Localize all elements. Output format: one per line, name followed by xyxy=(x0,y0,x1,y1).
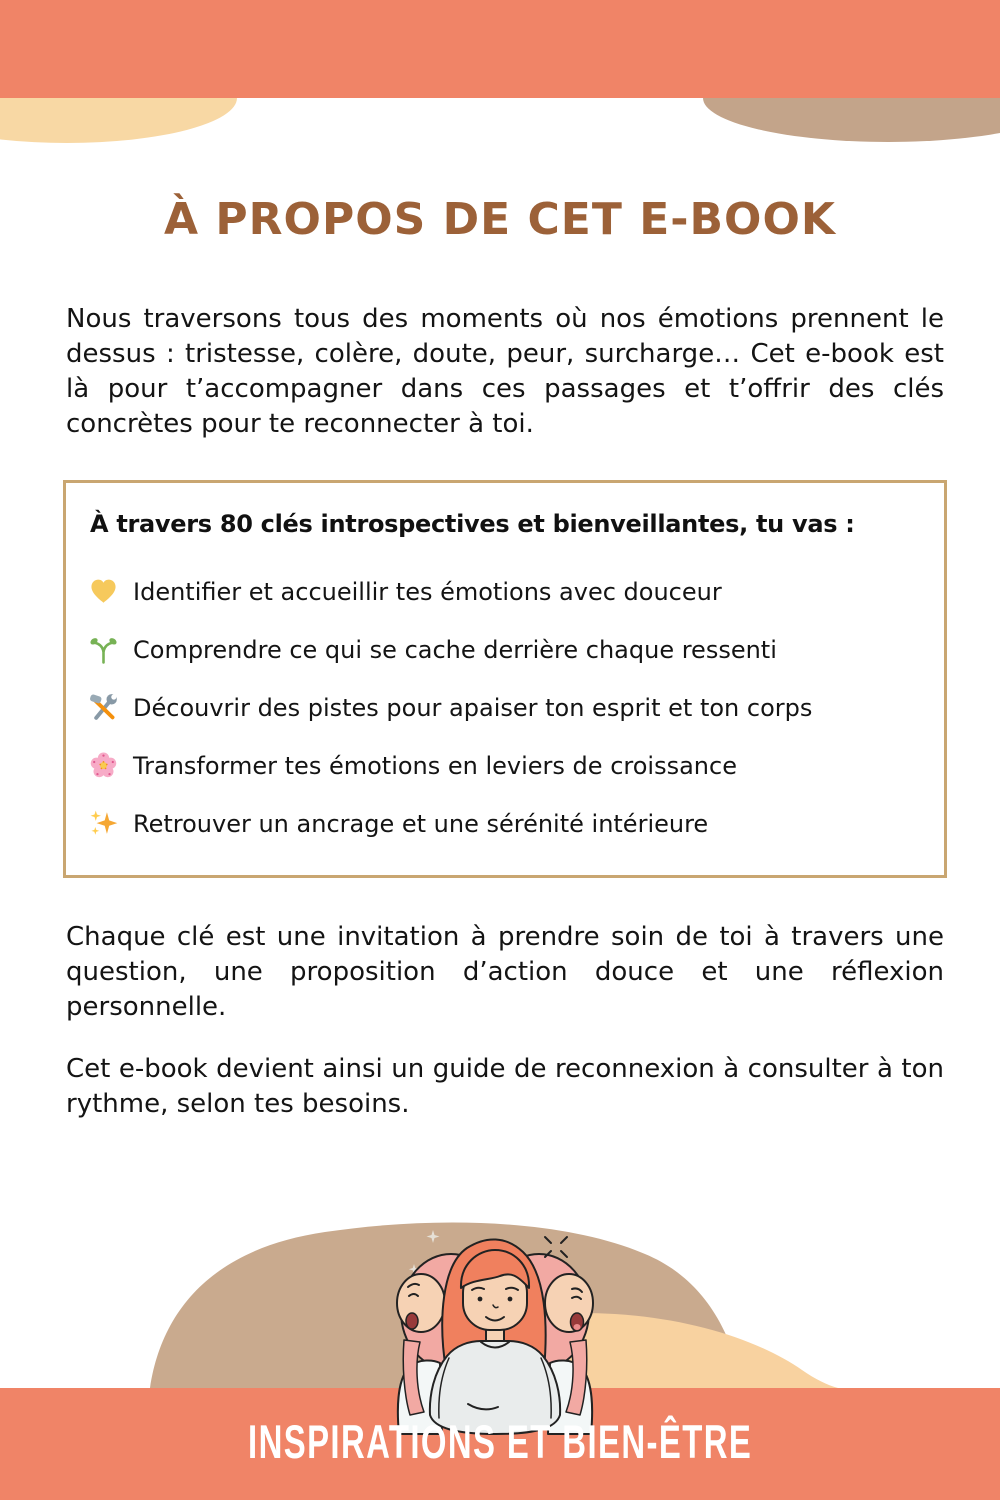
list-item-text: Identifier et accueillir tes émotions avec douceur xyxy=(133,577,722,606)
footer-brand-text: INSPIRATIONS ET BIEN-ÊTRE xyxy=(247,1415,753,1468)
hammer-wrench-icon xyxy=(88,692,119,723)
paragraph-guide: Cet e-book devient ainsi un guide de reconnexion à consulter à ton rythme, selon tes besoins. xyxy=(66,1054,944,1119)
list-item-text: Comprendre ce qui se cache derrière chaque ressenti xyxy=(133,635,777,664)
footer-brand xyxy=(0,1416,1000,1468)
list-item-text: Transformer tes émotions en leviers de croissance xyxy=(133,751,737,780)
cherry-blossom-icon xyxy=(88,750,119,781)
list-item xyxy=(88,634,924,665)
intro-paragraph: Nous traversons tous des moments où nos émotions prennent le dessus : tristesse, colère, doute, peur, surcharge… Cet e-book est là pour t’accompagner dans ces passages et t’offrir des clés concrètes pour te reconnecter à toi. xyxy=(66,304,944,439)
keys-box xyxy=(63,480,947,878)
top-band xyxy=(0,0,1000,98)
list-item-text: Découvrir des pistes pour apaiser ton esprit et ton corps xyxy=(133,693,813,722)
page-title: À PROPOS DE CET E-BOOK xyxy=(164,194,836,245)
keys-list xyxy=(88,576,924,839)
three-women-illustration xyxy=(397,1230,593,1434)
sparkles-icon xyxy=(88,808,119,839)
list-item xyxy=(88,576,924,607)
keys-box-heading: À travers 80 clés introspectives et bienveillantes, tu vas : xyxy=(90,510,855,538)
yellow-heart-icon xyxy=(88,576,119,607)
list-item xyxy=(88,750,924,781)
list-item-text: Retrouver un ancrage et une sérénité intérieure xyxy=(133,809,709,838)
paragraph-keys: Chaque clé est une invitation à prendre soin de toi à travers une question, une proposition d’action douce et une réflexion personnelle. xyxy=(66,922,944,1022)
seedling-icon xyxy=(88,634,119,665)
list-item xyxy=(88,808,924,839)
list-item xyxy=(88,692,924,723)
